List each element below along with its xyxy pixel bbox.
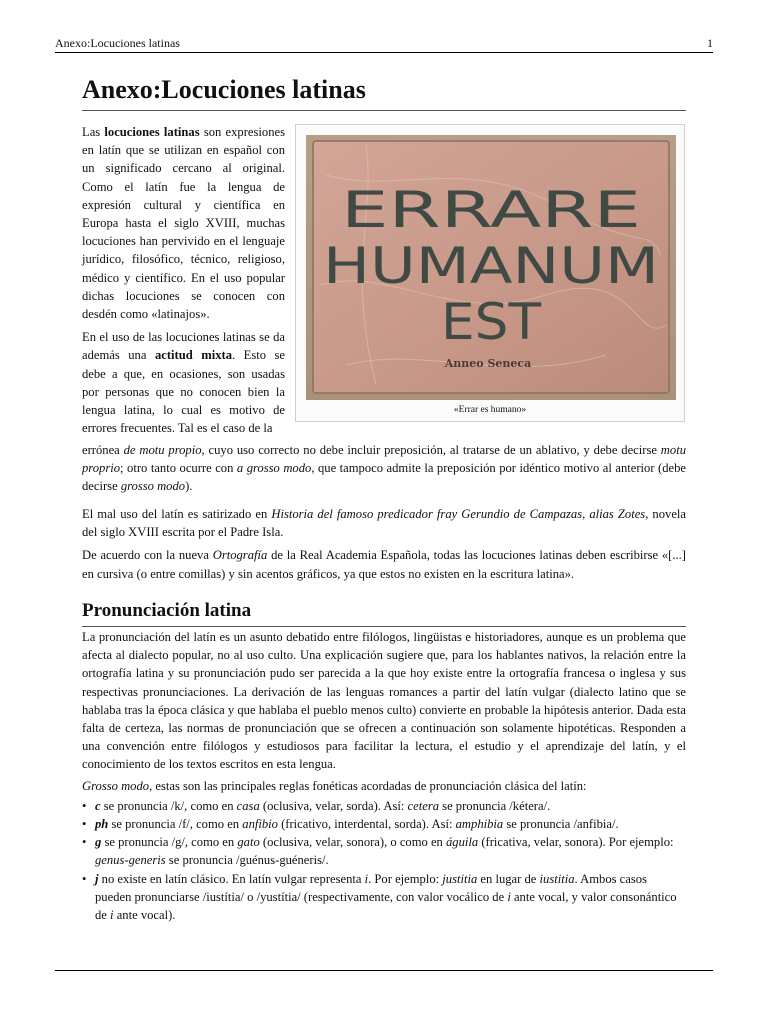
section-body	[82, 628, 686, 924]
figure	[295, 124, 685, 422]
bullet-icon: •	[82, 798, 87, 813]
plaque-line-3: EST	[441, 293, 542, 351]
intro-column	[82, 123, 285, 437]
phonetic-rules-list	[82, 797, 686, 924]
list-item: • c se pronuncia /k/, como en casa (oclusiva, velar, sorda). Así: cetera se pronuncia /kétera/.	[82, 797, 686, 815]
term-grosso-modo[interactable]: grosso modo	[120, 479, 186, 494]
plaque-author: Anneo Seneca	[444, 357, 532, 370]
term-actitud-mixta[interactable]: actitud mixta	[154, 348, 232, 363]
intro-paragraph-2-continued: errónea de motu propio, cuyo uso correcto no debe incluir preposición, al tratarse de un ablativo, y debe decirse motu proprio; otro tanto ocurre con a grosso modo, que tampoco admite la preposición por idéntico motivo al anterior (debe decirse grosso modo).	[82, 443, 686, 494]
page-title: Anexo:Locuciones latinas	[82, 74, 686, 111]
term-a-grosso-modo[interactable]: a grosso modo	[236, 461, 312, 476]
running-header	[55, 36, 713, 53]
term-motu-proprio[interactable]: motu proprio	[82, 443, 686, 476]
term-de-motu-propio[interactable]: de motu propio	[123, 443, 202, 457]
section-heading-pronunciacion: Pronunciación latina	[82, 598, 686, 627]
bullet-icon: •	[82, 871, 87, 886]
page-number: 1	[707, 36, 713, 50]
body-paragraphs	[82, 505, 686, 583]
list-item: • j no existe en latín clásico. En latín vulgar representa i. Por ejemplo: justitia en lugar de iustitia. Ambos casos pueden pronunciarse /iustítia/ o /yustítia/ (respectivamente, con valor vocálico de i ante vocal, y valor consonántico de i ante vocal).	[82, 871, 677, 923]
bullet-icon: •	[82, 817, 87, 832]
paragraph-grosso-modo: Grosso modo, estas son las principales reglas fonéticas acordadas de pronunciación clásica del latín:	[82, 778, 587, 793]
intro-paragraph-2: En el uso de las locuciones latinas se da además una actitud mixta. Esto se debe a que, en ocasiones, son usadas por personas que no conocen bien la lengua latina, lo cual es motivo de errores frecuentes. Tal es el caso de la	[82, 330, 286, 436]
running-header-title: Anexo:Locuciones latinas	[55, 36, 180, 50]
link-fray-gerundio[interactable]: Historia del famoso predicador fray Gerundio de Campazas, alias Zotes	[271, 507, 646, 521]
plaque-image[interactable]	[306, 135, 676, 400]
paragraph-pronunciacion: La pronunciación del latín es un asunto debatido entre filólogos, lingüistas e historiadores, aunque es un problema que afecta al dialecto popular, no al uso culto. Una explicación sugiere que, para los hablantes nativos, la relación entre la ortografía latina y su pronunciación pudo ser parecida a la que hoy existe entre la ortografía francesa o inglesa y sus respectivas pronunciaciones. La derivación de las lenguas romances a partir del latín vulgar (dialecto latino que se hablaba tras la época clásica y que hablaba el pueblo menos culto) convierte en probable la hipótesis anterior. Dada esta falta de certeza, las normas de pronunciación que se ofrecen a continuación son solamente hipotéticas. Responden a una convención entre filólogos y estudiosos para facilitar la lectura, el estudio y el aprendizaje del latín, y el conocimiento de los textos escritos en esta lengua.	[82, 630, 686, 772]
plaque-line-1: ERRARE	[341, 181, 641, 239]
plaque-line-2: HUMANUM	[323, 237, 659, 295]
paragraph-gerundio: El mal uso del latín es satirizado en Historia del famoso predicador fray Gerundio de Campazas, alias Zotes, novela del siglo XVIII escrita por el Padre Isla.	[82, 507, 687, 540]
paragraph-ortografia: De acuerdo con la nueva Ortografía de la Real Academia Española, todas las locuciones latinas deben escribirse «[...] en cursiva (o entre comillas) y sin acentos gráficos, ya que estos no existen en la escritura latina».	[82, 548, 686, 581]
footer-rule	[55, 970, 713, 971]
list-item: • g se pronuncia /g/, como en gato (oclusiva, velar, sonora), o como en águila (fricativa, velar, sonora). Por ejemplo: genus-generis se pronuncia /guénus-guéneris/.	[82, 835, 674, 868]
figure-caption: «Errar es humano»	[453, 405, 527, 415]
intro-paragraph-1: Las locuciones latinas son expresiones en latín que se utilizan en español con un significado cercano al original. Como el latín fue la lengua de expresión cultural y científica en Europa hasta el siglo XVIII, muchas locuciones han pervivido en el lenguaje jurídico, filosófico, técnico, religioso, médico y científico. En el uso popular dichas locuciones se conocen con desdén como «latinajos».	[82, 125, 285, 322]
bullet-icon: •	[82, 835, 87, 850]
link-ortografia[interactable]: Ortografía	[212, 548, 268, 563]
term-grosso-modo-2: Grosso modo	[82, 778, 150, 793]
list-item: • ph se pronuncia /f/, como en anfibio (fricativo, interdental, sorda). Así: amphibia se pronuncia /anfibia/.	[82, 815, 686, 833]
term-locuciones-latinas[interactable]: locuciones latinas	[104, 125, 200, 139]
